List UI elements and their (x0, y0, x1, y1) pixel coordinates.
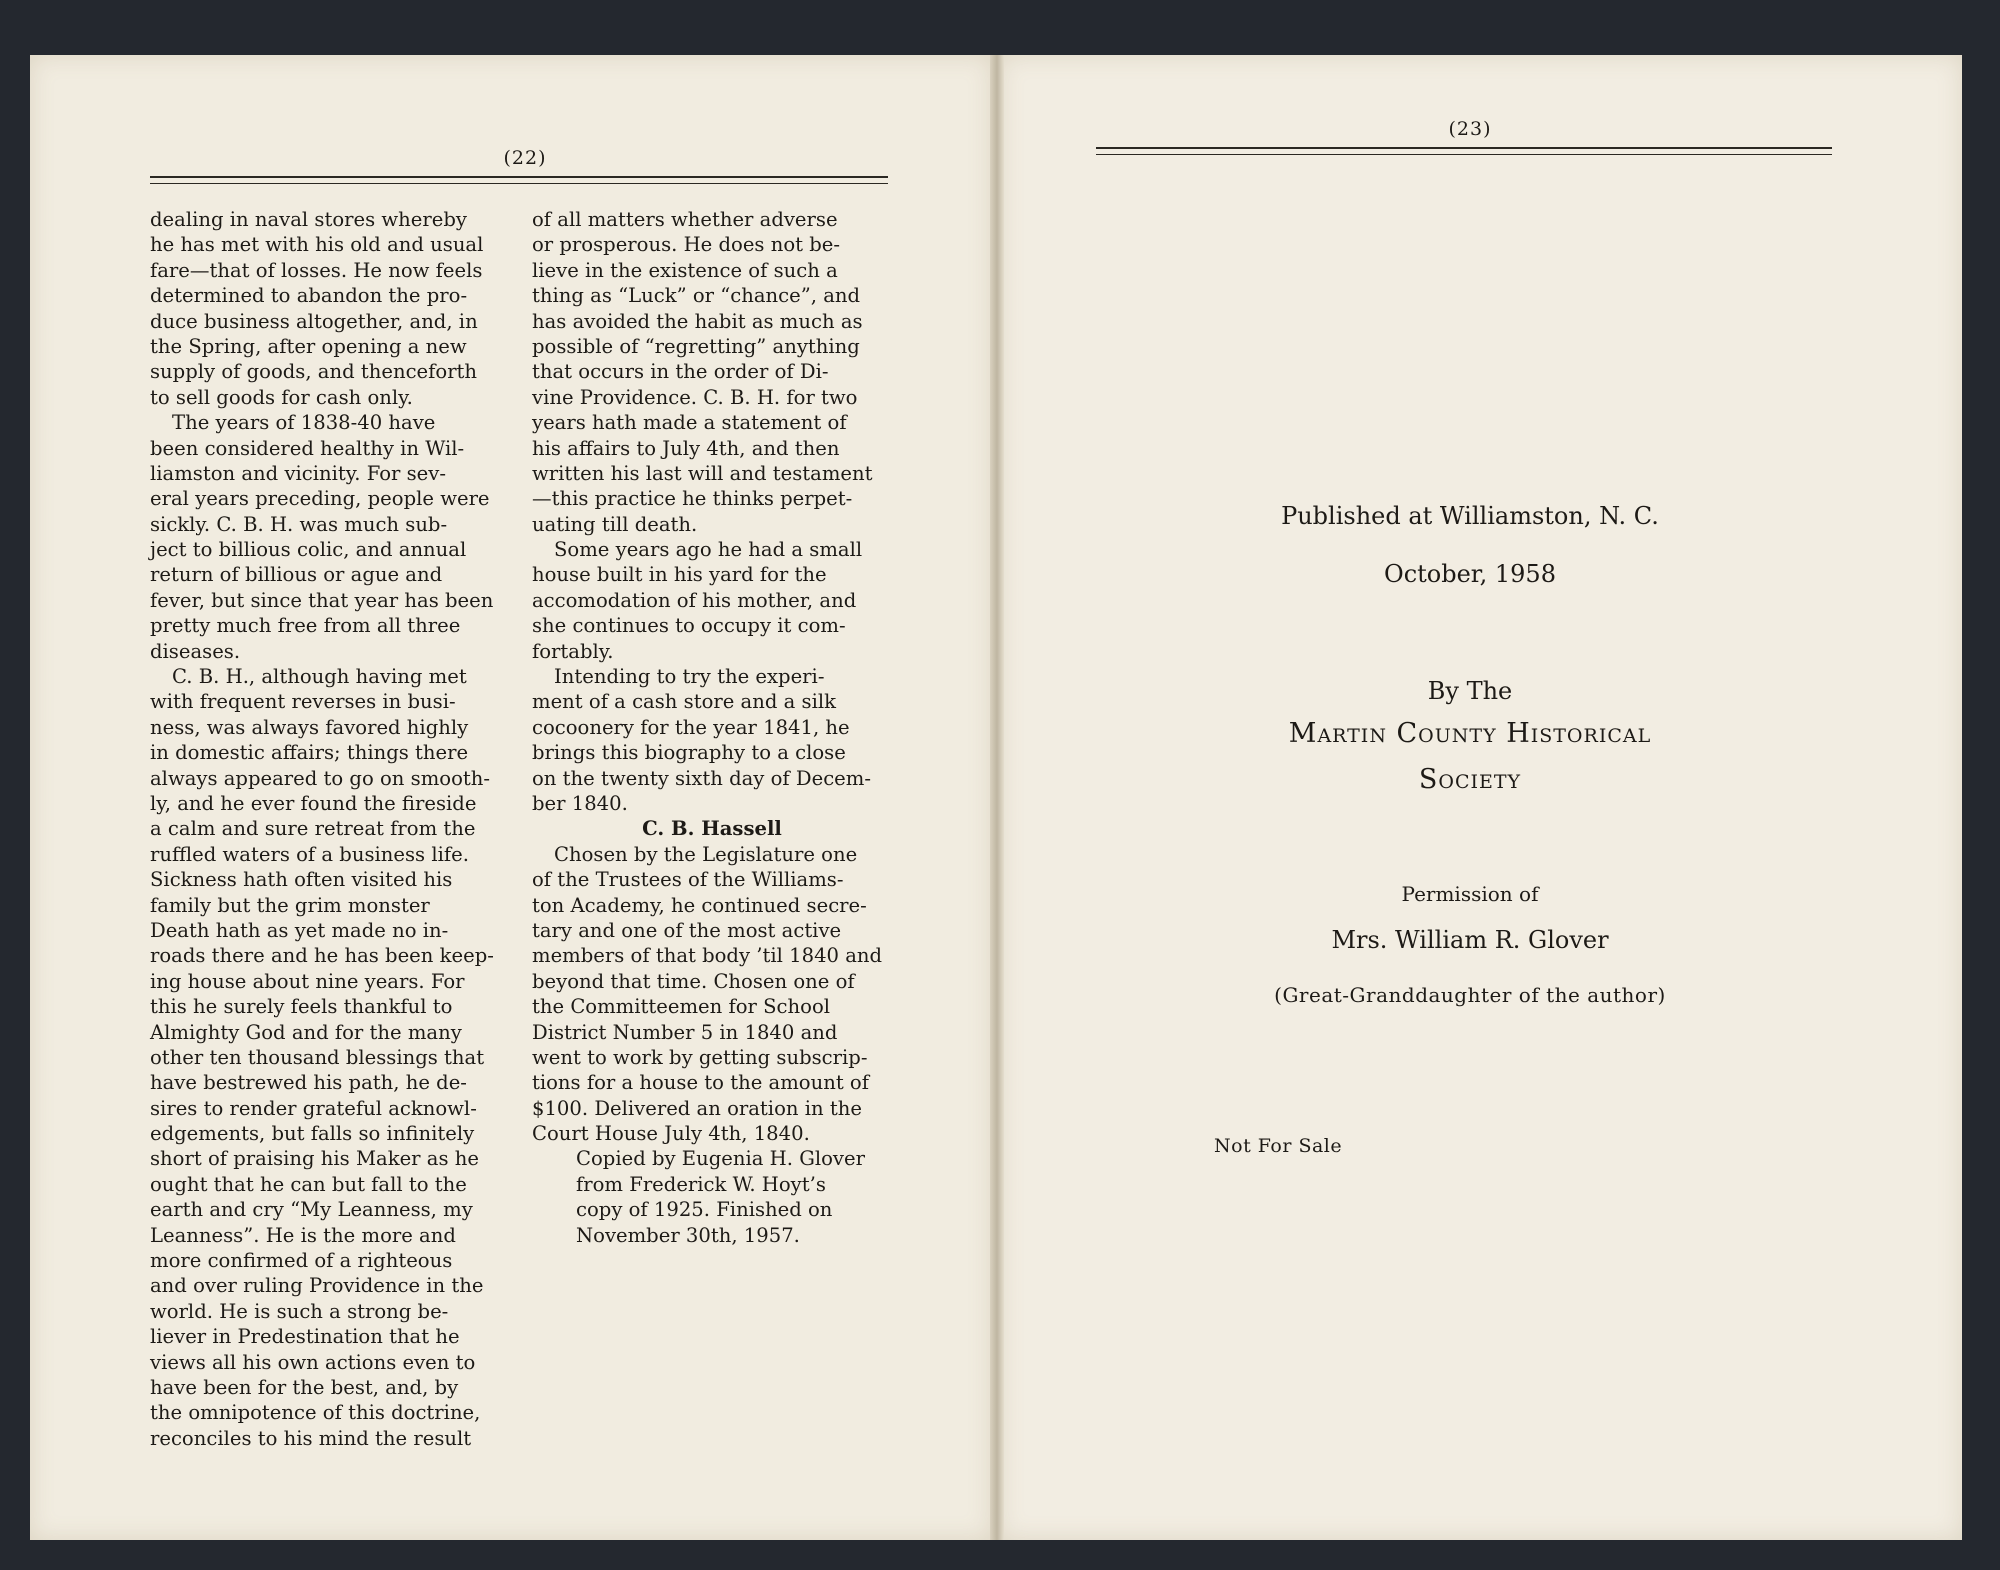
text-line: other ten thousand blessings that (150, 1045, 485, 1069)
text-line: the Committeemen for School (532, 995, 831, 1019)
text-line: sickly. C. B. H. was much sub- (150, 512, 448, 536)
text-line: tions for a house to the amount of (532, 1071, 869, 1095)
text-line: with frequent reverses in busi- (150, 690, 456, 714)
text-line: C. B. Hassell (642, 817, 782, 841)
text-line: diseases. (150, 639, 241, 663)
text-line: ruffled waters of a business life. (150, 842, 469, 866)
text-line: fever, but since that year has been (150, 588, 494, 612)
text-line: always appeared to go on smooth- (150, 766, 490, 790)
text-line: ject to billious colic, and annual (150, 538, 467, 562)
text-line: Intending to try the experi- (554, 665, 825, 689)
text-line: thing as “Luck” or “chance”, and (532, 284, 861, 308)
text-line: the omnipotence of this doctrine, (150, 1401, 481, 1425)
text-line: she continues to occupy it com- (532, 614, 846, 638)
text-line: and over ruling Providence in the (150, 1274, 484, 1298)
text-line: house built in his yard for the (532, 563, 827, 587)
text-line: been considered healthy in Wil- (150, 436, 465, 460)
text-line: liever in Predestination that he (150, 1325, 460, 1349)
text-line: fortably. (532, 639, 614, 663)
text-line: supply of goods, and thenceforth (150, 360, 478, 384)
published-line: Published at Williamston, N. C. (1281, 502, 1659, 530)
text-line: ness, was always favored highly (150, 715, 469, 739)
right-page-number: (23) (1448, 118, 1492, 140)
text-line: ly, and he ever found the fireside (150, 791, 477, 815)
society-name-line-1: Martin County Historical (1288, 718, 1652, 749)
text-line: tary and one of the most active (532, 918, 842, 942)
text-line: eral years preceding, people were (150, 487, 490, 511)
text-line: years hath made a statement of (532, 411, 847, 435)
text-line: of the Trustees of the Williams- (532, 868, 844, 892)
text-line: have been for the best, and, by (150, 1375, 459, 1399)
text-line: went to work by getting subscrip- (532, 1045, 868, 1069)
text-line: have bestrewed his path, he de- (150, 1071, 467, 1095)
text-line: a calm and sure retreat from the (150, 817, 476, 841)
text-line: ber 1840. (532, 791, 628, 815)
text-line: world. He is such a strong be- (150, 1299, 449, 1323)
text-line: ment of a cash store and a silk (532, 690, 836, 714)
text-line: —this practice he thinks perpet- (532, 487, 853, 511)
text-line: accomodation of his mother, and (532, 588, 857, 612)
text-line: C. B. H., although having met (172, 665, 467, 689)
text-line: $100. Delivered an oration in the (532, 1096, 862, 1120)
text-line: The years of 1838-40 have (172, 411, 436, 435)
text-line: this he surely feels thankful to (150, 995, 453, 1019)
society-name-line-2: Society (1418, 764, 1522, 795)
text-line: the Spring, after opening a new (150, 334, 467, 358)
text-line: of all matters whether adverse (532, 208, 838, 231)
text-line: vine Providence. C. B. H. for two (532, 385, 858, 409)
text-line: possible of “regretting” anything (532, 334, 860, 358)
text-line: duce business altogether, and, in (150, 309, 478, 333)
person-name: Mrs. William R. Glover (1331, 926, 1609, 954)
text-line: Copied by Eugenia H. Glover (576, 1147, 865, 1171)
text-line: on the twenty sixth day of Decem- (532, 766, 871, 790)
right-header-rule (1096, 147, 1832, 155)
text-line: his affairs to July 4th, and then (532, 436, 840, 460)
text-line: members of that body ’til 1840 and (532, 944, 883, 968)
text-line: from Frederick W. Hoyt’s (576, 1172, 826, 1196)
relation-line: (Great-Granddaughter of the author) (1274, 983, 1666, 1007)
text-line: or prosperous. He does not be- (532, 233, 840, 257)
text-line: brings this biography to a close (532, 741, 846, 765)
text-line: written his last will and testament (532, 461, 873, 485)
right-page (1000, 55, 1962, 1540)
text-line: Death hath as yet made no in- (150, 918, 449, 942)
text-line: cocoonery for the year 1841, he (532, 715, 850, 739)
text-line: sires to render grateful acknowl- (150, 1096, 477, 1120)
text-line: Chosen by the Legislature one (554, 842, 858, 866)
text-line: more confirmed of a righteous (150, 1249, 453, 1273)
text-line: fare—that of losses. He now feels (150, 258, 483, 282)
text-line: reconciles to his mind the result (150, 1426, 472, 1450)
text-line: ton Academy, he continued secre- (532, 893, 867, 917)
text-line: has avoided the habit as much as (532, 309, 863, 333)
text-line: copy of 1925. Finished on (576, 1198, 833, 1222)
text-line: in domestic affairs; things there (150, 741, 469, 765)
text-line: beyond that time. Chosen one of (532, 969, 855, 993)
text-line: lieve in the existence of such a (532, 258, 838, 282)
publication-date: October, 1958 (1384, 560, 1556, 588)
text-line: ing house about nine years. For (150, 969, 465, 993)
text-line: determined to abandon the pro- (150, 284, 468, 308)
text-line: liamston and vicinity. For sev- (150, 461, 446, 485)
text-line: dealing in naval stores whereby (150, 208, 467, 231)
text-line: Some years ago he had a small (554, 538, 863, 562)
text-line: Almighty God and for the many (150, 1020, 462, 1044)
permission-line: Permission of (1401, 882, 1539, 906)
text-line: ought that he can but fall to the (150, 1172, 467, 1196)
text-line: Sickness hath often visited his (150, 868, 453, 892)
text-line: earth and cry “My Leanness, my (150, 1198, 473, 1222)
left-header-rule (150, 176, 888, 184)
text-line: views all his own actions even to (150, 1350, 476, 1374)
text-line: November 30th, 1957. (576, 1223, 800, 1247)
text-line: Court House July 4th, 1840. (532, 1122, 810, 1146)
text-line: that occurs in the order of Di- (532, 360, 829, 384)
text-line: pretty much free from all three (150, 614, 461, 638)
not-for-sale: Not For Sale (1214, 1135, 1343, 1157)
by-line: By The (1427, 677, 1513, 705)
text-line: to sell goods for cash only. (150, 385, 413, 409)
left-column (150, 207, 505, 1451)
text-line: roads there and he has been keep- (150, 944, 494, 968)
left-page-number: (22) (503, 147, 547, 169)
text-line: family but the grim monster (150, 893, 430, 917)
text-line: District Number 5 in 1840 and (532, 1020, 838, 1044)
text-line: edgements, but falls so infinitely (150, 1122, 475, 1146)
text-line: Leanness”. He is the more and (150, 1223, 456, 1247)
text-line: short of praising his Maker as he (150, 1147, 479, 1171)
text-line: return of billious or ague and (150, 563, 443, 587)
right-column (532, 207, 892, 1248)
text-line: uating till death. (532, 512, 698, 536)
book-gutter (990, 55, 1004, 1540)
text-line: he has met with his old and usual (150, 233, 484, 257)
